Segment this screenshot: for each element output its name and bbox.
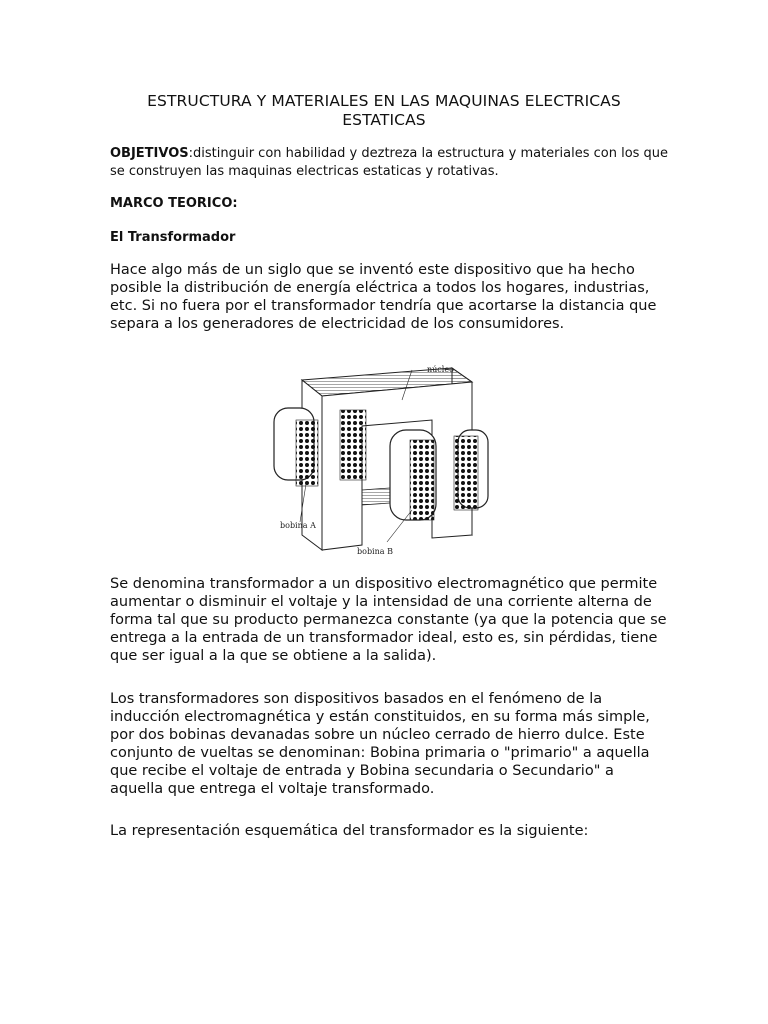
title-line-1: ESTRUCTURA Y MATERIALES EN LAS MAQUINAS ELECTRICAS: [147, 92, 621, 110]
label-bobina-b: bobina B: [357, 547, 393, 556]
marco-teorico-heading: MARCO TEORICO:: [110, 196, 238, 211]
title-line-2: ESTATICAS: [342, 111, 426, 129]
label-nucleo: núcleo: [427, 365, 454, 374]
transformer-figure: [262, 360, 512, 560]
objetivos-paragraph: [110, 145, 670, 181]
paragraph-4: La representación esquemática del transformador es la siguiente:: [110, 823, 589, 839]
document-title: [100, 92, 668, 130]
paragraph-3: Los transformadores son dispositivos basados en el fenómeno de la inducción electromagnética y están constituidos, en su forma más simple, por dos bobinas devanadas sobre un núcleo cerrado de hierro dulce. Este conjunto de vueltas se denominan: Bobina primaria o "primario" a aquella que recibe el voltaje de entrada y Bobina secundaria o Secundario" a aquella que entrega el voltaje transformado.: [110, 691, 650, 797]
paragraph-1: Hace algo más de un siglo que se inventó este dispositivo que ha hecho posible la distribución de energía eléctrica a todos los hogares, industrias, etc. Si no fuera por el transformador tendría que acortarse la distancia que separa a los generadores de electricidad de los consumidores.: [110, 262, 657, 332]
coil-a-windings: [296, 420, 318, 486]
transformer-illustration: [262, 360, 512, 560]
section-heading: El Transformador: [110, 230, 236, 245]
coil-b-windings: [410, 440, 434, 520]
objetivos-text: :distinguir con habilidad y deztreza la estructura y materiales con los que se construyen las maquinas electricas estaticas y rotativas.: [110, 146, 669, 179]
objetivos-label: OBJETIVOS: [110, 146, 189, 161]
paragraph-2: Se denomina transformador a un dispositivo electromagnético que permite aumentar o disminuir el voltaje y la intensidad de una corriente alterna de forma tal que su producto permanezca constante (ya que la potencia que se entrega a la entrada de un transformador ideal, esto es, sin pérdidas, tiene que ser igual a la que se obtiene a la salida).: [110, 576, 667, 664]
label-bobina-a: bobina A: [280, 521, 316, 530]
